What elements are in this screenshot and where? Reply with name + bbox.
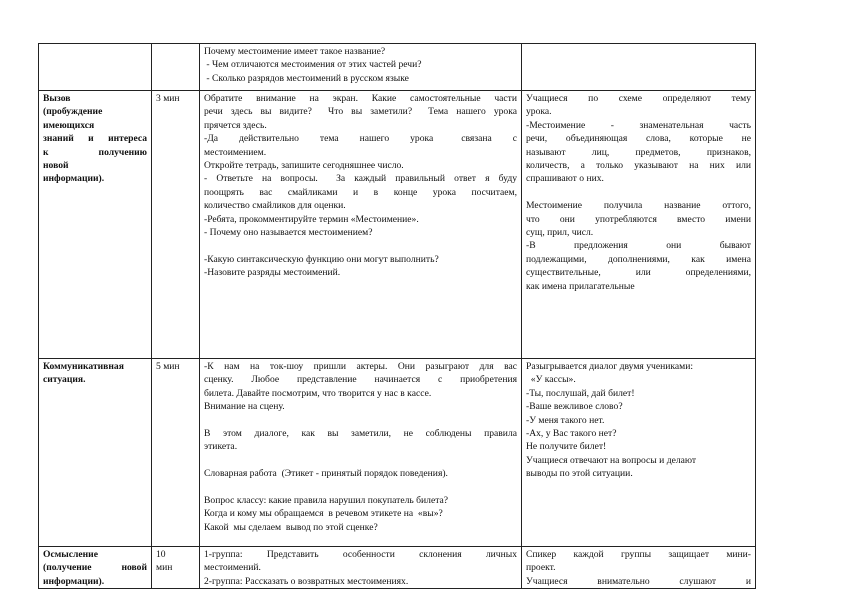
text-line: речи, объединяющая слова, которые не bbox=[526, 133, 751, 145]
text-line: 10 bbox=[156, 549, 166, 560]
text-line: (получение новой bbox=[43, 562, 147, 574]
text-line bbox=[526, 186, 751, 199]
student-activity-cell bbox=[522, 44, 756, 91]
text-line: Коммуникативная bbox=[43, 361, 124, 372]
text-line: выводы по этой ситуации. bbox=[526, 468, 633, 480]
text-line: урока. bbox=[526, 106, 552, 118]
text-line bbox=[204, 481, 517, 494]
text-line bbox=[204, 414, 517, 427]
text-line: имеющихся bbox=[43, 119, 95, 131]
text-line: -Ребята, прокомментируйте термин «Местоимение». bbox=[204, 213, 419, 225]
text-line: Вызов bbox=[43, 93, 71, 104]
lesson-plan-table bbox=[38, 43, 756, 589]
stage-cell bbox=[39, 547, 152, 589]
text-line: 2-группа: Рассказать о возвратных местоимениях. bbox=[204, 575, 409, 587]
text-line: как имена прилагательные bbox=[526, 280, 635, 292]
text-line: к получению bbox=[43, 146, 147, 158]
text-line: -У меня такого нет. bbox=[526, 414, 605, 426]
text-line: - Сколько разрядов местоимений в русском языке bbox=[204, 72, 409, 84]
stage-cell bbox=[39, 359, 152, 547]
text-line: -Ах, у Вас такого нет? bbox=[526, 428, 617, 440]
text-line: -Назовите разряды местоимений. bbox=[204, 267, 341, 279]
text-line: существительные, или определениями, bbox=[526, 267, 751, 279]
text-line: проект. bbox=[526, 562, 556, 574]
teacher-activity-cell bbox=[200, 91, 522, 359]
text-line: ситуация. bbox=[43, 374, 86, 386]
text-line: прячется здесь. bbox=[204, 119, 267, 131]
text-line: Не получите билет! bbox=[526, 441, 607, 453]
text-line: Обратите внимание на экран. Какие самостоятельные части bbox=[204, 93, 517, 104]
text-line bbox=[204, 239, 517, 252]
text-line: Учащиеся внимательно слушают и bbox=[526, 575, 751, 587]
student-activity-cell bbox=[522, 359, 756, 547]
time-cell bbox=[152, 91, 200, 359]
text-line: что они употребляются вместо имени bbox=[526, 213, 751, 225]
table-row bbox=[39, 547, 756, 589]
text-line: сценку. Любое представление начинается с приобретения bbox=[204, 374, 517, 386]
table-row bbox=[39, 44, 756, 91]
text-line: -Ваше вежливое слово? bbox=[526, 401, 623, 413]
text-line: поощрять вас смайликами и в конце урока посчитаем, bbox=[204, 186, 517, 198]
stage-cell bbox=[39, 44, 152, 91]
text-line: количество смайликов для оценки. bbox=[204, 200, 346, 212]
text-line: этикета. bbox=[204, 441, 238, 453]
text-line: Учащиеся отвечают на вопросы и делают bbox=[526, 454, 697, 466]
text-line: речи здесь вы видите? Что вы заметили? Тема нашего урока bbox=[204, 106, 517, 118]
text-line: Какой мы сделаем вывод по этой сценке? bbox=[204, 521, 378, 533]
time-text: 5 мин bbox=[156, 361, 180, 372]
text-line: Откройте тетрадь, запишите сегодняшнее число. bbox=[204, 160, 404, 172]
text-line: Когда и кому мы обращаемся в речевом этикете на «вы»? bbox=[204, 508, 443, 520]
text-line: -Да действительно тема нашего урока связана с bbox=[204, 133, 517, 145]
text-line: новой bbox=[43, 160, 69, 172]
teacher-activity-cell bbox=[200, 359, 522, 547]
text-line: -Ты, послушай, дай билет! bbox=[526, 387, 635, 399]
text-line: знаний и интереса bbox=[43, 133, 147, 145]
text-line: информации). bbox=[43, 173, 105, 185]
teacher-activity-cell bbox=[200, 44, 522, 91]
text-line: Местоимение получила название оттого, bbox=[526, 200, 751, 212]
text-line: количеств, а только указывают на них или bbox=[526, 160, 751, 172]
text-line: -Местоимение - знаменательная часть bbox=[526, 119, 751, 131]
text-line: «У кассы». bbox=[526, 374, 576, 386]
text-line: сущ, прил, числ. bbox=[526, 227, 594, 239]
text-line: - Почему оно называется местоимением? bbox=[204, 227, 373, 239]
text-line: местоимений. bbox=[204, 562, 261, 574]
text-line: мин bbox=[156, 562, 173, 574]
text-line: -К нам на ток-шоу пришли актеры. Они разыграют для вас bbox=[204, 361, 517, 372]
text-line: Осмысление bbox=[43, 549, 98, 560]
stage-cell bbox=[39, 91, 152, 359]
student-activity-cell bbox=[522, 547, 756, 589]
text-line: спрашивают о них. bbox=[526, 173, 604, 185]
text-line: называют лиц, предметов, признаков, bbox=[526, 146, 751, 158]
text-line: информации). bbox=[43, 575, 105, 587]
text-line: Внимание на сцену. bbox=[204, 401, 285, 413]
time-cell bbox=[152, 547, 200, 589]
text-line: Учащиеся по схеме определяют тему bbox=[526, 93, 751, 104]
student-activity-cell bbox=[522, 91, 756, 359]
text-line: Почему местоимение имеет такое название? bbox=[204, 46, 386, 57]
time-cell bbox=[152, 44, 200, 91]
text-line: - Ответьте на вопросы. За каждый правильный ответ я буду bbox=[204, 173, 517, 185]
text-line: - Чем отличаются местоимения от этих частей речи? bbox=[204, 59, 422, 71]
text-line: Вопрос классу: какие правила нарушил покупатель билета? bbox=[204, 495, 449, 507]
time-text: 3 мин bbox=[156, 93, 180, 104]
table-row bbox=[39, 359, 756, 547]
text-line: Разыгрывается диалог двумя учениками: bbox=[526, 361, 694, 372]
text-line: Спикер каждой группы защищает мини- bbox=[526, 549, 751, 560]
text-line: -В предложения они бывают bbox=[526, 240, 751, 252]
text-line: билета. Давайте посмотрим, что творится у нас в кассе. bbox=[204, 387, 432, 399]
table-row bbox=[39, 91, 756, 359]
time-cell bbox=[152, 359, 200, 547]
text-line: В этом диалоге, как вы заметили, не соблюдены правила bbox=[204, 428, 517, 440]
text-line: местоимением. bbox=[204, 146, 267, 158]
text-line: (пробуждение bbox=[43, 106, 103, 118]
text-line: подлежащими, дополнениями, как имена bbox=[526, 253, 751, 265]
text-line: -Какую синтаксическую функцию они могут выполнить? bbox=[204, 253, 439, 265]
text-line bbox=[204, 454, 517, 467]
text-line: Словарная работа (Этикет - принятый порядок поведения). bbox=[204, 468, 448, 480]
teacher-activity-cell bbox=[200, 547, 522, 589]
text-line: 1-группа: Представить особенности склонения личных bbox=[204, 549, 517, 560]
